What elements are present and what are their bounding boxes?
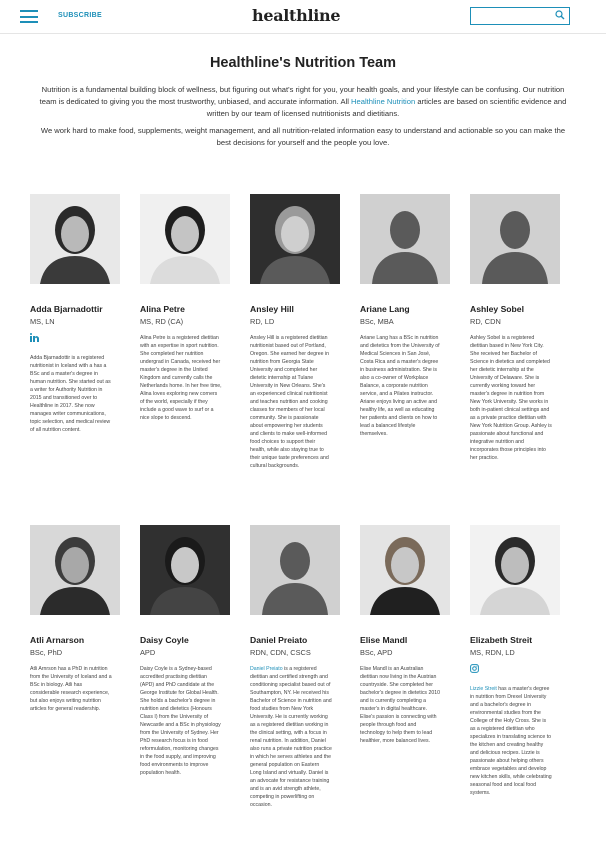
team-member-card bbox=[140, 194, 232, 422]
search-icon[interactable] bbox=[555, 10, 565, 20]
member-photo[interactable] bbox=[140, 194, 230, 284]
page-title: Healthline's Nutrition Team bbox=[209, 55, 397, 71]
menu-icon[interactable] bbox=[20, 10, 38, 23]
member-bio-text: Atli Arnrson has a PhD in nutrition from the University of Iceland and a BSc in biology. Atli has considerable research experience, but also enjoys writing nutrition articles for general readership. bbox=[30, 666, 112, 712]
team-member-card bbox=[360, 525, 452, 745]
site-header bbox=[0, 0, 606, 34]
team-member-card bbox=[470, 525, 562, 797]
team-member-card bbox=[30, 525, 122, 713]
team-member-card bbox=[250, 525, 342, 809]
member-bio-text: Elise Mandl is an Australian dietitian now living in the Austrian countryside. She completed her bachelor's degree in dietetics 2010 and is currently completing a master's in digital healthcare. Elise's passion is connecting with people through food and technology to help them to lead healthier, more balanced lives. bbox=[360, 666, 441, 744]
team-member-card bbox=[140, 525, 232, 777]
member-photo[interactable] bbox=[360, 525, 450, 615]
member-bio bbox=[30, 665, 112, 713]
member-credentials: BSc, MBA bbox=[360, 317, 394, 326]
intro-text-part2: articles are based on scientific evidence and written by our team of licensed nutritionists and dietitians. bbox=[206, 97, 567, 118]
linkedin-icon[interactable] bbox=[30, 333, 39, 342]
member-bio bbox=[470, 685, 552, 797]
member-bio bbox=[140, 665, 222, 777]
member-name[interactable]: Adda Bjarnadottir bbox=[30, 304, 103, 314]
intro-paragraph-1 bbox=[38, 84, 568, 120]
member-name[interactable]: Alina Petre bbox=[140, 304, 185, 314]
member-bio-link[interactable]: Lizzie Streit bbox=[470, 686, 497, 692]
member-photo[interactable] bbox=[250, 525, 340, 615]
search-input[interactable] bbox=[470, 7, 570, 25]
member-bio bbox=[470, 334, 552, 462]
member-name[interactable]: Daniel Preiato bbox=[250, 635, 308, 645]
member-credentials: BSc, APD bbox=[360, 648, 393, 657]
member-name[interactable]: Daisy Coyle bbox=[140, 635, 189, 645]
member-bio-text: Ansley Hill is a registered dietitian nutritionist based out of Portland, Oregon. She earned her degree in nutrition from Georgia State University and completed her dietetic internship at Tulane University in New Orleans. She's an experienced clinical nutritionist and teaches nutrition and cooking classes for members of her local community. She is passionate about empowering her students and clients to make well-informed food choices to support their health, while also staying true to their unique taste preferences and cultural backgrounds. bbox=[250, 335, 330, 469]
team-member-card bbox=[250, 194, 342, 470]
member-bio bbox=[250, 334, 332, 470]
member-bio-text: Daisy Coyle is a Sydney-based accredited practising dietitian (APD) and PhD candidate at the George Institute for Global Health. She holds a bachelor's degree in nutrition and dietetics (Honours Class I) from the University of Newcastle and a BSc in physiology from the University of Sydney. Her PhD research focus is in food reformulation, monitoring changes in the food supply, and improving food environments to improve population health. bbox=[140, 666, 221, 776]
member-photo[interactable] bbox=[470, 525, 560, 615]
team-member-card bbox=[30, 194, 122, 434]
member-credentials: RD, LD bbox=[250, 317, 275, 326]
member-bio bbox=[360, 665, 442, 745]
healthline-logo[interactable]: healthline bbox=[252, 6, 341, 25]
member-bio-text: is a registered dietitian and certified strength and conditioning specialist based out of Southampton, NY. He received his Bachelor of Science in nutrition and food studies from New York University. He is currently working as a registered dietitian working in the clinical setting, with a focus in renal nutrition. In addition, Daniel also runs a private nutrition practice in which he serves athletes and the general population on Eastern Long Island and virtually. Daniel is an advocate for resistance training and is an avid strength athlete, competing in powerlifting on occasion. bbox=[250, 666, 332, 808]
member-credentials: MS, RDN, LD bbox=[470, 648, 515, 657]
member-bio bbox=[140, 334, 222, 422]
member-bio bbox=[250, 665, 332, 809]
instagram-icon[interactable] bbox=[470, 664, 479, 673]
member-credentials: RDN, CDN, CSCS bbox=[250, 648, 311, 657]
member-bio bbox=[360, 334, 442, 438]
member-photo[interactable] bbox=[360, 194, 450, 284]
subscribe-link[interactable]: SUBSCRIBE bbox=[58, 12, 102, 19]
member-name[interactable]: Atli Arnarson bbox=[30, 635, 85, 645]
member-credentials: MS, LN bbox=[30, 317, 55, 326]
member-bio-text: Adda Bjarnadottir is a registered nutritionist in Iceland with a has a BSc and a master's degree in human nutrition. She started out as a writer for Authority Nutrition in 2015 and transitioned over to Healthline in 2017. She now manages writer communications, topic selection, and medical review of all nutrition content. bbox=[30, 355, 111, 433]
member-photo[interactable] bbox=[30, 525, 120, 615]
member-name[interactable]: Ashley Sobel bbox=[470, 304, 524, 314]
member-credentials: BSc, PhD bbox=[30, 648, 63, 657]
intro-text-part1: Nutrition is a fundamental building block of wellness, but figuring out what's right for you, your health goals, and your lifestyle can be confusing. Our nutrition team is dedicated to giving you the most trustworthy, unbiased, and accurate information. All bbox=[39, 85, 565, 106]
healthline-nutrition-link[interactable]: Healthline Nutrition bbox=[351, 97, 416, 106]
team-member-card bbox=[360, 194, 452, 438]
member-bio-text: has a master's degree in nutrition from Drexel University and a bachelor's degree in environmental studies from the College of the Holy Cross. She is as a registered dietitian who specializes in translating science to the kitchen and creating healthy and delicious recipes. Lizzie is passionate about helping others embrace vegetables and develop new kitchen skills, while celebrating seasonal food and local food systems. bbox=[470, 686, 552, 796]
intro-paragraph-2: We work hard to make food, supplements, weight management, and all nutrition-related information easy to understand and actionable so you can make the best decisions for yourself and the people you love. bbox=[40, 126, 566, 147]
member-photo[interactable] bbox=[30, 194, 120, 284]
member-credentials: RD, CDN bbox=[470, 317, 501, 326]
member-bio-text: Ariane Lang has a BSc in nutrition and dietetics from the University of Medical Sciences in San José, Costa Rica and a master's degree in business administration. She is also a co-owner of Workplace Balance, a corporate nutrition service, and a Pilates instructor. Ariane enjoys living an active and healthy life, as well as educating her patients and clients on how to lead a balanced lifestyle themselves. bbox=[360, 335, 440, 437]
team-member-card bbox=[470, 194, 562, 462]
member-bio-link[interactable]: Daniel Preiato bbox=[250, 666, 283, 672]
member-bio-text: Ashley Sobel is a registered dietitian based in New York City. She received her Bachelor of Science in dietetics and completed her dietetic internship at the University of Delaware. She is currently working toward her master's degree in nutrition from New York University. She works in both in-patient clinical settings and as a private practice dietitian with New York Nutrition Group. Ashley is passionate about functional and integrative nutrition and incorporates those principles into her practice. bbox=[470, 335, 552, 461]
member-name[interactable]: Elizabeth Streit bbox=[470, 635, 533, 645]
member-name[interactable]: Ariane Lang bbox=[360, 304, 410, 314]
member-credentials: APD bbox=[140, 648, 156, 657]
member-photo[interactable] bbox=[250, 194, 340, 284]
member-bio bbox=[30, 354, 112, 434]
member-credentials: MS, RD (CA) bbox=[140, 317, 184, 326]
member-photo[interactable] bbox=[140, 525, 230, 615]
member-name[interactable]: Ansley Hill bbox=[250, 304, 294, 314]
member-photo[interactable] bbox=[470, 194, 560, 284]
intro-text bbox=[38, 84, 568, 154]
member-name[interactable]: Elise Mandl bbox=[360, 635, 408, 645]
member-bio-text: Alina Petre is a registered dietitian with an expertise in sport nutrition. She completed her nutrition undergrad in Canada, received her master's degree in the United Kingdom and currently calls the Netherlands home. In her free time, Alina loves exploring new corners of the world, especially if they include a good wave to surf or a nice slope to descend. bbox=[140, 335, 222, 421]
